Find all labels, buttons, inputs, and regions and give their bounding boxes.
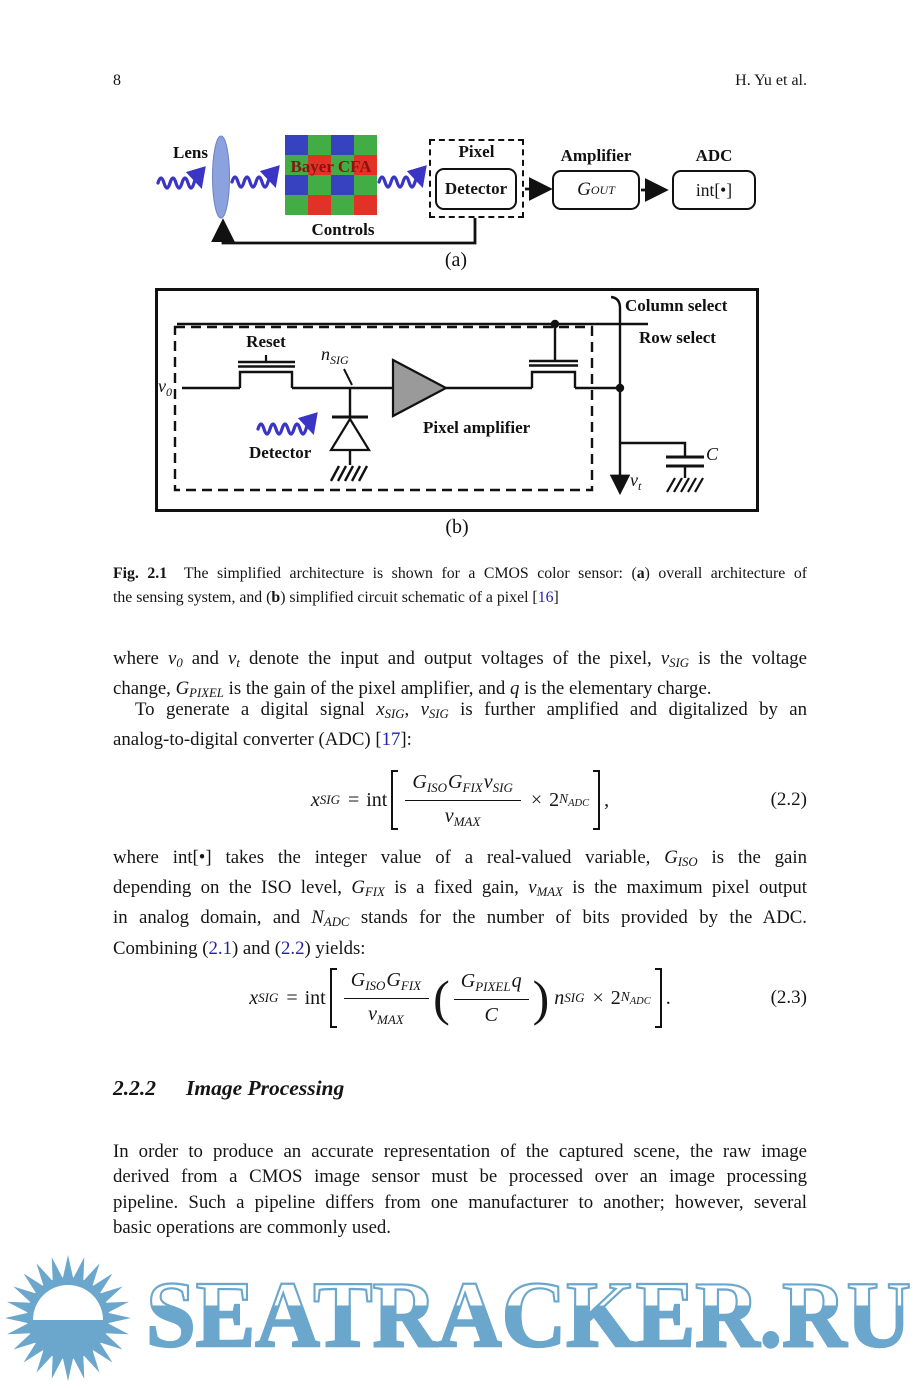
text-run: MAX <box>536 885 563 899</box>
figure-2-1b-pixel-schematic <box>155 288 759 514</box>
pixel-label: Pixel <box>458 142 495 161</box>
text-run: ADC <box>323 915 350 930</box>
text-run: In order to produce an accurate representation of the captured scene, the raw image <box>113 1141 807 1162</box>
gain-symbol: G <box>577 179 591 200</box>
body-line <box>113 875 807 905</box>
text-run: t <box>236 655 240 670</box>
column-select-label: Column select <box>625 296 728 315</box>
reference-link[interactable]: 2.1 <box>208 937 232 959</box>
bayer-cell <box>308 175 331 195</box>
bayer-cell <box>331 195 354 215</box>
text-run: SIG <box>384 706 405 721</box>
text-run: is the voltage <box>689 648 807 669</box>
detector-box: Detector <box>435 168 517 210</box>
text-run: G <box>351 877 365 899</box>
text-run: b <box>271 588 281 606</box>
paragraph <box>113 1139 807 1241</box>
watermark-text: SEATRACKER.RU <box>146 1263 911 1367</box>
rowselect-gate-bar <box>529 361 578 366</box>
text-run: pipeline. Such a pipeline differs from one manufacturer to another; however, several <box>113 1191 807 1213</box>
text-run: SIG <box>669 655 690 670</box>
lens-label: Lens <box>173 143 208 162</box>
text-run: ) overall architecture of <box>644 565 807 582</box>
bayer-cell <box>354 195 377 215</box>
bayer-cell <box>354 175 377 195</box>
right-bracket <box>655 968 662 1028</box>
paragraph <box>113 845 807 961</box>
bayer-cfa-label: Bayer CFA <box>290 157 372 176</box>
text-run: where int[•] takes the integer value of a real-valued variable, <box>113 847 665 868</box>
v0-label: $v_0$ <box>158 376 172 399</box>
rowselect-channel <box>532 372 575 388</box>
reference-link[interactable]: 17 <box>381 729 401 751</box>
caption-line <box>113 562 807 586</box>
body-line <box>113 1215 807 1240</box>
nsig-label: $n_{SIG}$ <box>321 344 349 367</box>
equation-2-3 <box>113 956 807 1040</box>
bayer-cell <box>285 175 308 195</box>
text-run: FIX <box>364 885 385 899</box>
fraction: $\frac{G_{ISO}G_{FIX}}{v_{MAX}}$ <box>344 968 429 1029</box>
text-run: stands for the number of bits provided by the ADC. <box>349 907 808 929</box>
text-run: is a fixed gain, <box>384 877 529 899</box>
running-head-authors: H. Yu et al. <box>735 72 807 89</box>
text-run: v <box>660 648 670 669</box>
text-run: change, <box>113 678 176 700</box>
equation-2-2 <box>113 762 807 838</box>
figure-b-linework <box>155 288 759 514</box>
text-run: basic operations are commonly used. <box>113 1217 391 1239</box>
text-run: To generate a digital signal <box>135 699 377 720</box>
amplifier-triangle-icon <box>393 360 446 416</box>
text-run: ) simplified circuit schematic of a pixel [ <box>280 588 538 606</box>
body-line <box>113 845 807 875</box>
equation-number: (2.3) <box>770 987 807 1008</box>
text-run: The simplified architecture is shown for a CMOS color sensor: ( <box>167 565 637 582</box>
text-run: depending on the ISO level, <box>113 877 352 899</box>
text-run: is the gain of the pixel amplifier, and <box>223 678 511 700</box>
text-run: ) and ( <box>231 937 281 959</box>
reset-channel <box>240 372 292 388</box>
equation-body: x SIG = int $\frac{G_{ISO}G_{FIX}v_{SIG}}{v_{MAX}}$ × 2 $N_{ADC}$ , <box>310 770 610 829</box>
ground-icon <box>667 478 703 492</box>
body-line <box>113 905 807 935</box>
figure-2-1a-block-diagram <box>148 128 764 278</box>
section-number: 2.2.2 <box>113 1076 156 1100</box>
reset-gate-bar <box>238 362 295 367</box>
detector-label: Detector <box>249 443 312 462</box>
right-bracket <box>593 770 600 830</box>
left-bracket <box>330 968 337 1028</box>
text-run: a <box>636 565 645 582</box>
text-run: is the elementary charge. <box>519 678 712 700</box>
figure-b-sublabel: (b) <box>445 516 469 538</box>
reference-link[interactable]: 16 <box>537 588 554 606</box>
bayer-cell <box>331 175 354 195</box>
text-run: is the maximum pixel output <box>562 877 807 899</box>
controls-label: Controls <box>311 220 375 239</box>
paragraph <box>113 697 807 753</box>
text-run: denote the input and output voltages of the pixel, <box>239 648 661 669</box>
text-run: analog-to-digital converter (ADC) [ <box>113 729 382 751</box>
text-run: and <box>182 648 228 669</box>
equation-number: (2.2) <box>770 789 807 810</box>
adc-box: int[•] <box>672 170 756 210</box>
text-run: ] <box>553 588 559 606</box>
gain-subscript: OUT <box>590 182 615 197</box>
text-run: , <box>404 699 421 720</box>
text-run: ) yields: <box>304 937 366 959</box>
amplifier-gain-box <box>552 170 640 210</box>
bayer-cell <box>285 135 308 155</box>
text-run: v <box>528 877 537 899</box>
text-run: where <box>113 648 168 669</box>
capacitor-label: C <box>706 444 719 464</box>
light-wave-icon <box>379 177 421 187</box>
fraction: $\frac{G_{ISO}G_{FIX}v_{SIG}}{v_{MAX}}$ <box>405 770 520 831</box>
text-run: SIG <box>428 706 449 721</box>
lens-icon <box>213 136 230 218</box>
text-run: N <box>311 907 324 929</box>
photodiode-triangle <box>331 419 369 450</box>
text-run: q <box>510 678 520 700</box>
text-run: ISO <box>677 854 698 869</box>
text-run: Combining ( <box>113 937 209 959</box>
reference-link[interactable]: 2.2 <box>281 937 305 959</box>
body-line <box>113 697 807 727</box>
text-run: v <box>420 699 429 720</box>
light-wave-icon <box>158 178 200 188</box>
text-run: x <box>376 699 385 720</box>
bayer-cell <box>308 135 331 155</box>
section-title: Image Processing <box>186 1076 345 1100</box>
section-heading <box>113 1076 344 1101</box>
body-line <box>113 1139 807 1164</box>
reset-label: Reset <box>246 332 286 351</box>
body-line <box>113 1164 807 1189</box>
watermark-sun-logo <box>0 1248 138 1388</box>
bayer-cell <box>331 135 354 155</box>
pixel-array-border <box>157 290 758 511</box>
row-select-label: Row select <box>639 328 716 347</box>
text-run: Fig. 2.1 <box>113 565 168 582</box>
light-wave-icon <box>232 177 274 187</box>
body-line <box>113 1190 807 1215</box>
body-line <box>113 727 807 752</box>
bayer-cell <box>308 195 331 215</box>
text-run: 0 <box>176 655 183 670</box>
equation-body: x SIG = int $\frac{G_{ISO}G_{FIX}}{v_{MAX}}$ ( $\frac{G_{PIXEL}q}{C}$ ) n SIG × 2 $N_{ADC}$ . <box>249 968 671 1027</box>
capacitor-plates-icon <box>666 457 704 466</box>
nsig-pointer <box>344 369 352 385</box>
figure-caption <box>113 562 807 609</box>
vt-label: $v_t$ <box>630 470 642 493</box>
adc-label: ADC <box>695 146 733 165</box>
bayer-cell <box>285 195 308 215</box>
text-run: v <box>227 648 237 669</box>
bayer-cell <box>354 135 377 155</box>
text-run: is further amplified and digitalized by an <box>448 699 807 720</box>
text-run: ]: <box>400 729 412 751</box>
text-run: PIXEL <box>189 686 224 700</box>
left-bracket <box>391 770 398 830</box>
ground-icon <box>331 466 367 481</box>
figure-a-sublabel: (a) <box>444 249 468 271</box>
body-line <box>113 646 807 676</box>
text-run: the sensing system, and ( <box>113 588 272 606</box>
text-run: in analog domain, and <box>113 907 312 929</box>
amplifier-label: Amplifier <box>560 146 632 165</box>
running-head <box>113 72 807 90</box>
column-bus-line <box>611 297 620 491</box>
text-run: v <box>167 648 177 669</box>
text-run: G <box>664 847 678 868</box>
page-number: 8 <box>113 72 121 89</box>
light-wave-icon <box>258 424 312 434</box>
caption-line <box>113 586 807 610</box>
text-run: is the gain <box>697 847 807 868</box>
text-run: G <box>175 678 190 700</box>
fraction: $\frac{G_{PIXEL}q}{C}$ <box>454 969 529 1028</box>
text-run: derived from a CMOS image sensor must be processed over an image processing <box>113 1166 807 1188</box>
pixel-amplifier-label: Pixel amplifier <box>423 418 531 437</box>
